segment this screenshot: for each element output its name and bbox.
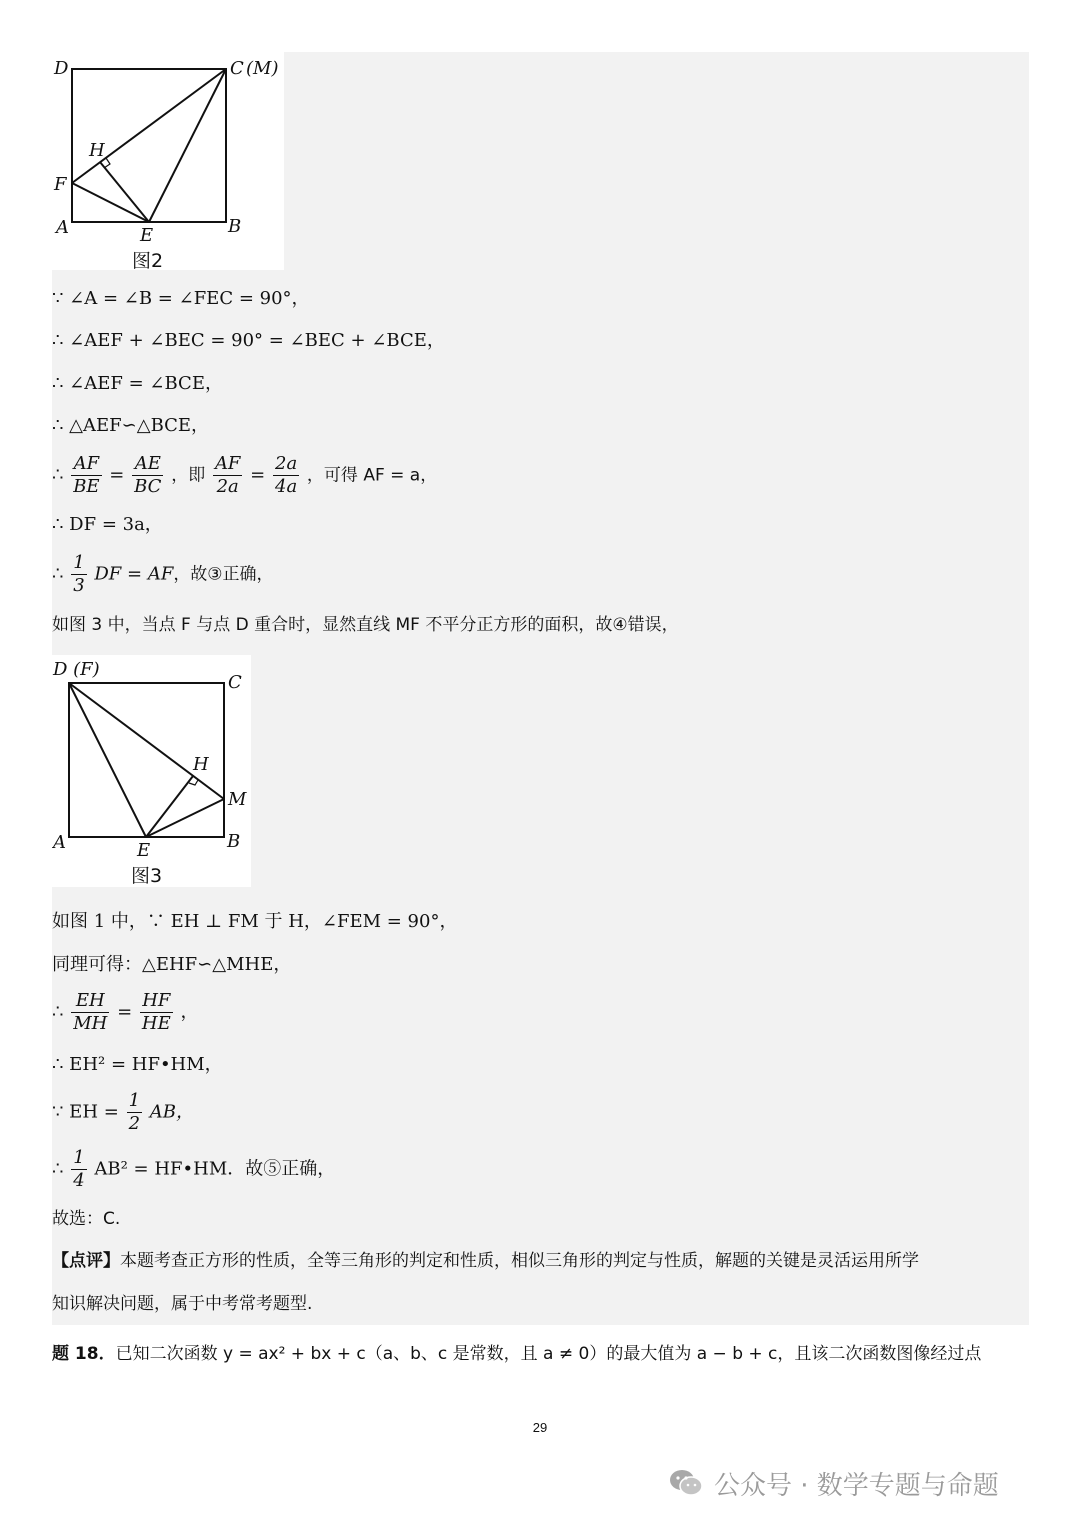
answer-line: 故选：C.	[52, 1209, 121, 1229]
fraction-af-2a: $\frac{AF}{2a}$	[214, 453, 241, 497]
fraction-one-third: $\frac{1}{3}$	[73, 552, 85, 596]
eh-line: ∵ EH = $\frac{1}{2}$ AB，	[52, 1090, 194, 1134]
fig1-line: 如图 1 中，∵ EH ⊥ FM 于 H，∠FEM = 90°，	[52, 911, 458, 932]
square-line: ∴ EH² = HF•HM，	[52, 1054, 223, 1075]
therefore-symbol: ∴	[52, 464, 64, 486]
proof-line-4: ∴ △AEF∽△BCE，	[52, 415, 210, 436]
fraction-af-be: $\frac{AF}{BE}$	[73, 453, 100, 497]
figure-3	[52, 655, 251, 887]
label-a: A	[53, 832, 66, 853]
watermark-text: 公众号 · 数学专题与命题	[714, 1470, 999, 1501]
comment-line-2: 知识解决问题，属于中考常考题型.	[52, 1294, 313, 1314]
label-d: D	[54, 58, 69, 79]
figure-2-caption: 图2	[132, 250, 164, 270]
label-m: (M)	[246, 58, 279, 79]
df-line: ∴ DF = 3a，	[52, 514, 163, 535]
same-line: 同理可得：△EHF∽△MHE，	[52, 954, 292, 975]
comment-line-1	[52, 1250, 919, 1272]
fig3-intro: 如图 3 中，当点 F 与点 D 重合时，显然直线 MF 不平分正方形的面积，故④错误，	[52, 615, 679, 635]
fraction-eh-mh: $\frac{EH}{MH}$	[73, 990, 108, 1034]
label-b: B	[228, 216, 242, 237]
ratio2-line: ∴ $\frac{EH}{MH}$ = $\frac{HF}{HE}$ ，	[52, 990, 199, 1034]
page-number: 29	[532, 1420, 548, 1435]
final-line: ∴ $\frac{1}{4}$ AB² = HF•HM．故⑤正确，	[52, 1147, 336, 1191]
label-h: H	[89, 140, 105, 161]
label-d-f: D (F)	[53, 659, 100, 680]
label-e: E	[137, 840, 151, 861]
label-a: A	[56, 217, 69, 238]
label-f: F	[54, 174, 67, 195]
third-line: ∴ $\frac{1}{3}$ DF = AF，故③正确，	[52, 552, 274, 596]
fraction-ae-bc: $\frac{AE}{BC}$	[134, 453, 162, 497]
fraction-hf-he: $\frac{HF}{HE}$	[141, 990, 171, 1034]
proof-line-2: ∴ ∠AEF + ∠BEC = 90° = ∠BEC + ∠BCE，	[52, 330, 445, 351]
fraction-2a-4a: $\frac{2a}{4a}$	[275, 453, 298, 497]
label-c: C	[228, 672, 242, 693]
fraction-one-half: $\frac{1}{2}$	[128, 1090, 141, 1134]
label-b: B	[227, 831, 241, 852]
problem-text: 已知二次函数 y = ax² + bx + c（a、b、c 是常数，且 a ≠ 0）的最大值为 a − b + c，且该二次函数图像经过点	[115, 1344, 982, 1364]
figure-2	[52, 52, 284, 270]
label-e: E	[140, 225, 154, 246]
comment-text: 本题考查正方形的性质，全等三角形的判定和性质，相似三角形的判定与性质，解题的关键是灵活运用所学	[120, 1251, 919, 1271]
ratio-line: ∴ $\frac{AF}{BE}$ = $\frac{AE}{BC}$ ，即 $\frac{AF}{2a}$ = $\frac{2a}{4a}$ ，可得 AF = a，	[52, 453, 438, 497]
figure-3-caption: 图3	[131, 865, 163, 887]
watermark	[668, 1463, 999, 1503]
next-problem	[52, 1343, 981, 1365]
label-h: H	[193, 754, 209, 775]
wechat-icon	[668, 1468, 704, 1498]
proof-line-1: ∵ ∠A = ∠B = ∠FEC = 90°，	[52, 288, 310, 309]
label-m: M	[228, 789, 247, 810]
proof-line-3: ∴ ∠AEF = ∠BCE，	[52, 373, 223, 394]
figure-3-diagram	[52, 655, 251, 887]
fraction-one-quarter: $\frac{1}{4}$	[73, 1147, 85, 1191]
problem-label: 题 18．	[52, 1344, 116, 1364]
label-c: C	[230, 58, 244, 79]
comment-tag: 【点评】	[52, 1251, 120, 1271]
figure-2-diagram	[52, 52, 284, 270]
